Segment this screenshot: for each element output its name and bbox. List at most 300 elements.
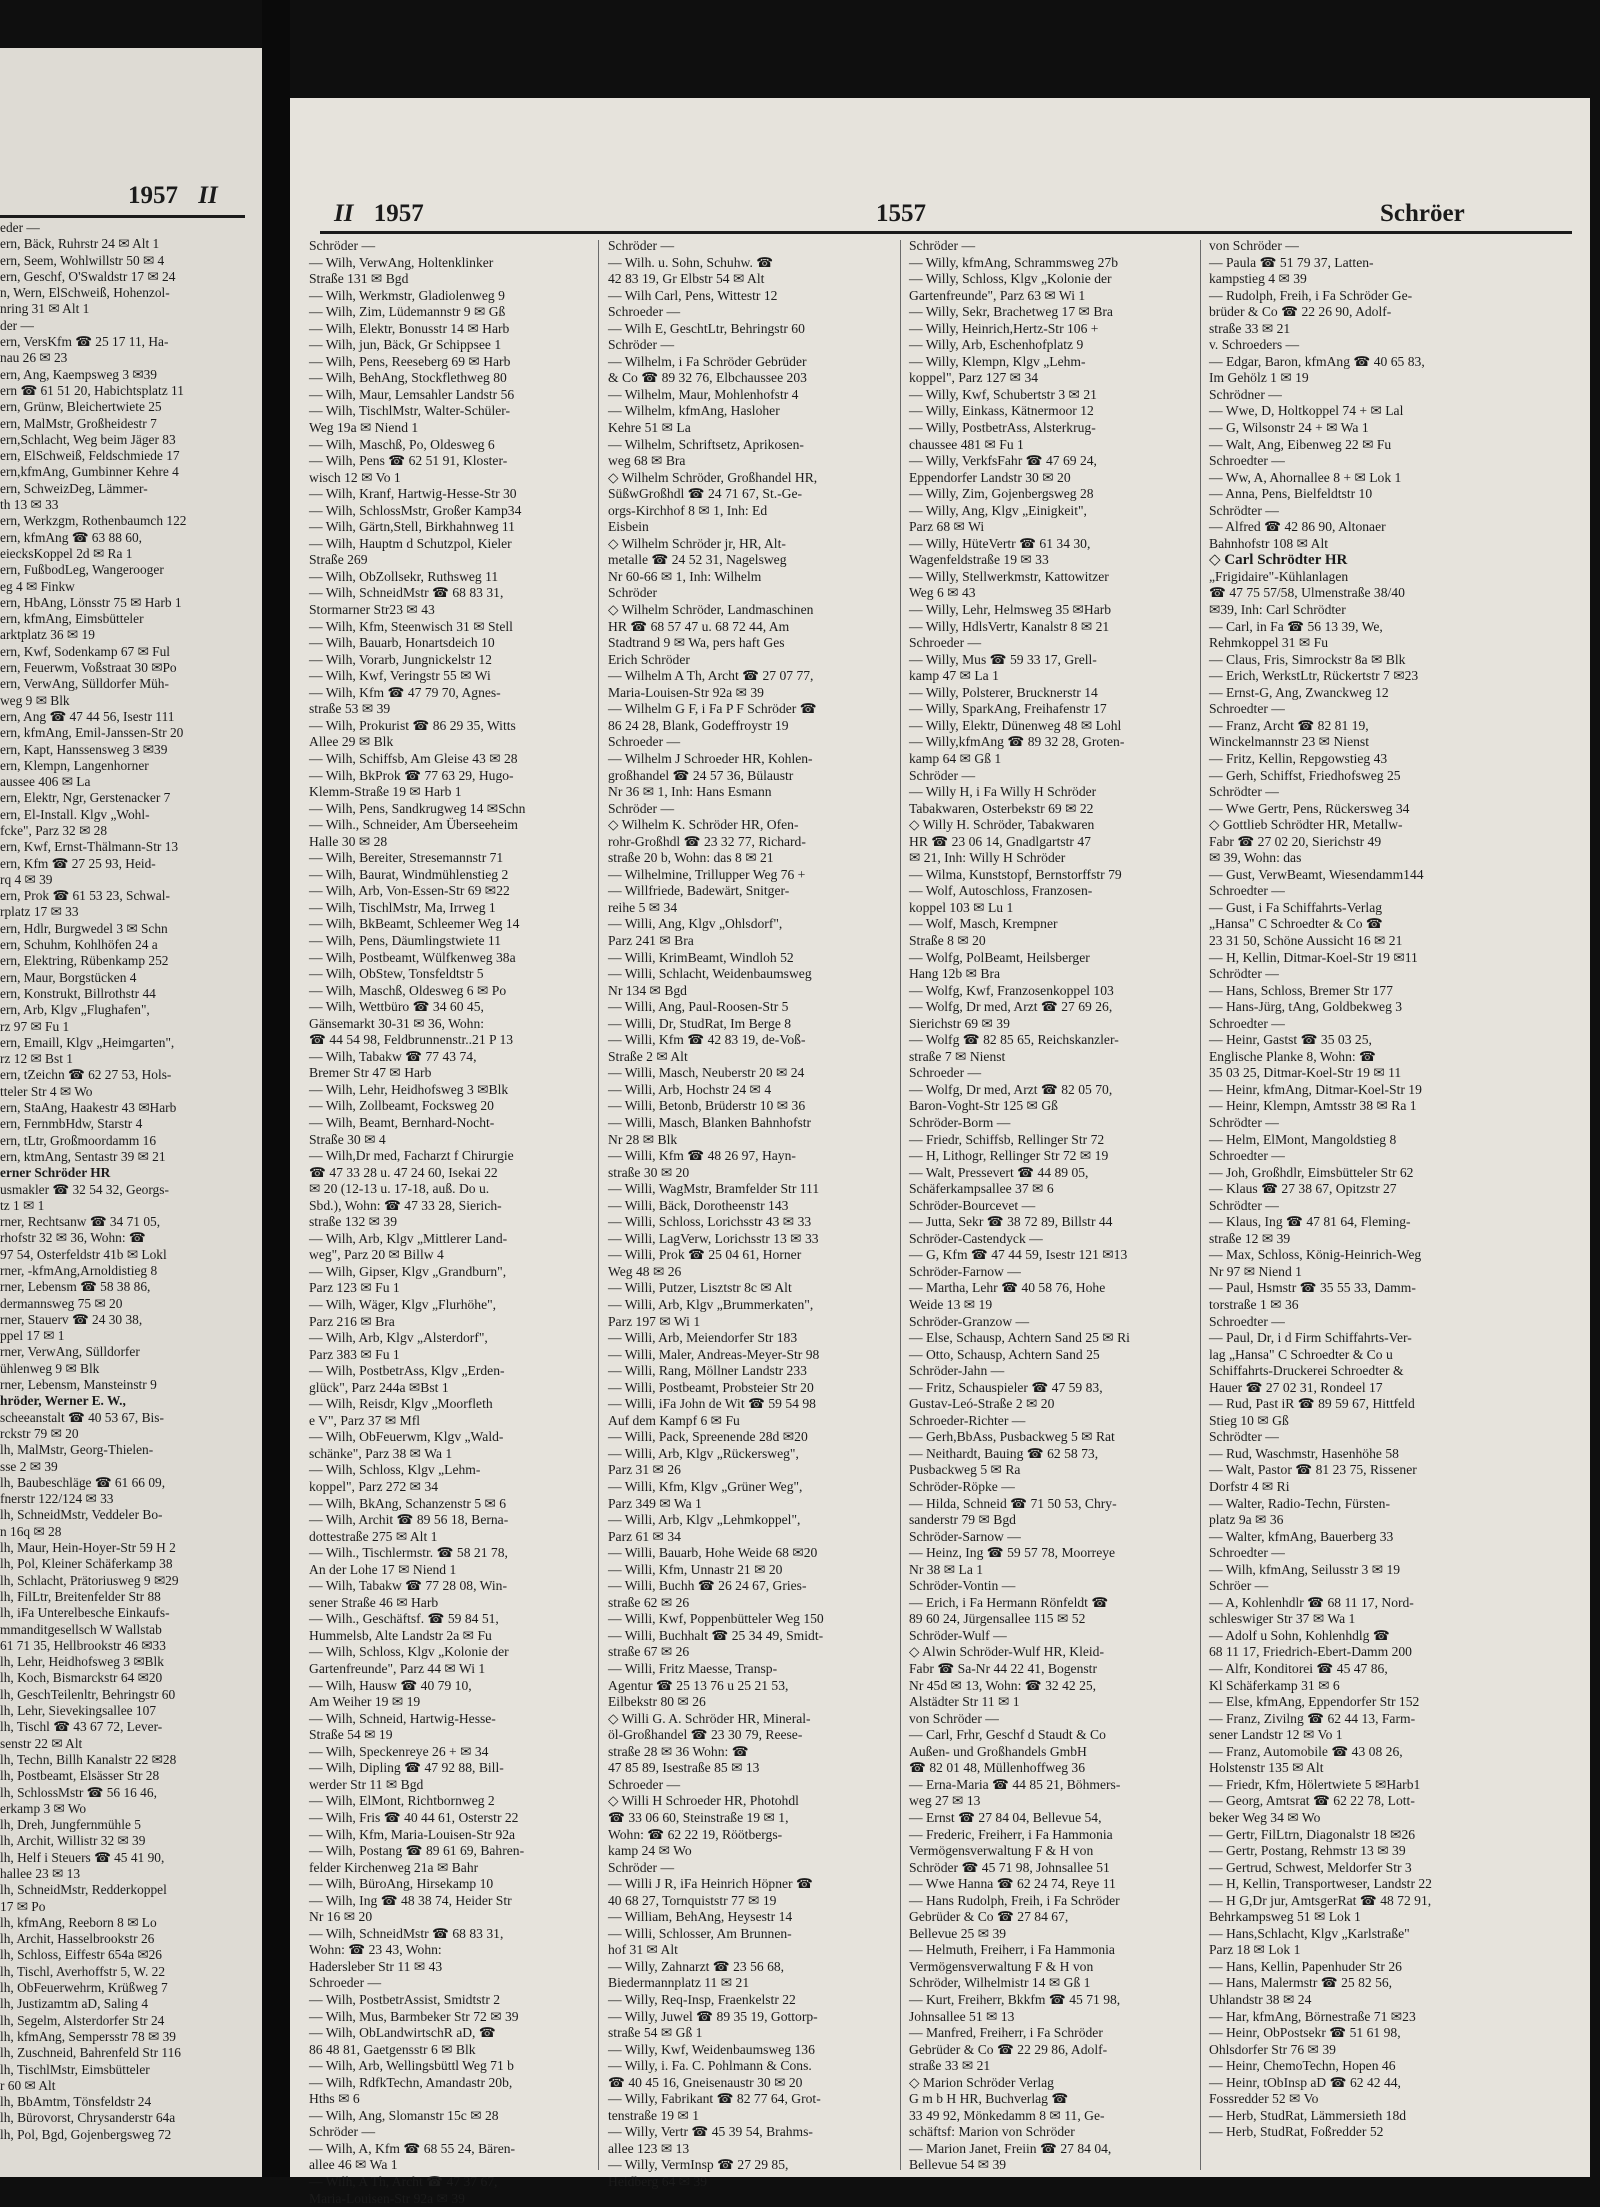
directory-entry: ern, HbAng, Lönsstr 75 ✉ Harb 1: [0, 594, 182, 610]
directory-entry: — Wilh, Bereiter, Stresemannstr 71: [309, 850, 504, 866]
directory-entry: straße 12 ✉ 39: [1209, 1230, 1291, 1246]
directory-entry: — Joh, Großhdlr, Eimsbütteler Str 62: [1209, 1164, 1414, 1180]
directory-entry: — Wilh, Reisdr, Klgv „Moorfleth: [309, 1396, 493, 1412]
directory-entry: Schroeder —: [608, 734, 681, 750]
directory-entry: ern, Kwf, Sodenkamp 67 ✉ Ful: [0, 643, 171, 659]
directory-entry: ern, Geschf, O'Swaldstr 17 ✉ 24: [0, 268, 176, 284]
directory-entry: 68 11 17, Friedrich-Ebert-Damm 200: [1209, 1644, 1412, 1660]
directory-entry: ✉39, Inh: Carl Schrödter: [1209, 602, 1346, 618]
directory-entry: — Willi, Arb, Klgv „Brummerkaten",: [608, 1297, 814, 1312]
directory-entry: Stieg 10 ✉ Gß: [1209, 1412, 1289, 1428]
directory-entry: — Wilh, BkBeamt, Schleemer Weg 14: [309, 916, 520, 932]
directory-entry: — Anna, Pens, Bielfeldtstr 10: [1209, 486, 1373, 502]
directory-entry: Am Weiher 19 ✉ 19: [309, 1694, 421, 1710]
directory-entry: Fossredder 52 ✉ Vo: [1209, 2091, 1319, 2107]
directory-entry: — Wilh, Dipling ☎ 47 92 88, Bill-: [309, 1760, 504, 1776]
directory-entry: Schroeder —: [608, 1776, 681, 1792]
directory-entry: — Willi, Schloss, Lorichsstr 43 ✉ 33: [608, 1214, 812, 1230]
directory-entry: — Wilh, Schloss, Klgv „Lehm-: [309, 1462, 481, 1478]
directory-entry: erner Schröder HR: [0, 1165, 111, 1181]
directory-entry: ern, tZeichn ☎ 62 27 53, Hols-: [0, 1067, 172, 1083]
directory-entry: — Willi, Prok ☎ 25 04 61, Horner: [608, 1247, 802, 1263]
directory-entry: großhandel ☎ 24 57 36, Bülaustr: [608, 767, 794, 783]
directory-entry: — Otto, Schausp, Achtern Sand 25: [909, 1346, 1100, 1362]
directory-entry: ern, kfmAng, Eimsbütteler: [0, 611, 144, 627]
directory-entry: ◇ Willi G. A. Schröder HR, Mineral-: [608, 1710, 811, 1726]
directory-entry: — Wilh, PostbetrAss, Klgv „Erden-: [309, 1363, 505, 1379]
directory-entry: — Hans, Malermstr ☎ 25 82 56,: [1209, 1975, 1393, 1991]
directory-entry: — Hilda, Schneid ☎ 71 50 53, Chry-: [909, 1495, 1117, 1511]
directory-entry: — Har, kfmAng, Börnestraße 71 ✉23: [1209, 2008, 1416, 2024]
directory-entry: 35 03 25, Ditmar-Koel-Str 19 ✉ 11: [1209, 1065, 1402, 1081]
directory-entry: rner, Lebensm ☎ 58 38 86,: [0, 1279, 151, 1295]
directory-entry: felder Kirchenweg 21a ✉ Bahr: [309, 1859, 479, 1875]
column-divider: [900, 240, 901, 2170]
directory-entry: e V", Parz 37 ✉ Mfl: [309, 1412, 421, 1428]
directory-entry: Parz 197 ✉ Wi 1: [608, 1313, 701, 1329]
directory-entry: ern, ktmAng, Sentastr 39 ✉ 21: [0, 1148, 166, 1164]
directory-entry: hröder, Werner E. W.,: [0, 1393, 126, 1409]
directory-entry: Eppendorfer Landstr 30 ✉ 20: [909, 469, 1071, 485]
directory-entry: Hummelsb, Alte Landstr 2a ✉ Fu: [309, 1627, 492, 1643]
directory-entry: rz 12 ✉ Bst 1: [0, 1051, 73, 1067]
directory-entry: ern, ElSchweiß, Feldschmiede 17: [0, 448, 180, 464]
directory-entry: — Willy, Mus ☎ 59 33 17, Grell-: [909, 651, 1097, 667]
directory-entry: Weg 19a ✉ Niend 1: [309, 420, 419, 436]
directory-entry: lh, Schlacht, Prätoriusweg 9 ✉29: [0, 1572, 179, 1588]
directory-entry: — Willy, PostbetrAss, Alsterkrug-: [909, 420, 1096, 436]
directory-entry: — Wilh, A Th, Archt ☎ 47 37 67,: [309, 2173, 498, 2189]
directory-entry: — Manfred, Freiherr, i Fa Schröder: [909, 2025, 1103, 2041]
directory-entry: HR ☎ 68 57 47 u. 68 72 44, Am: [608, 618, 790, 634]
right-page-header: [334, 200, 424, 228]
directory-entry: 23 31 50, Schöne Aussicht 16 ✉ 21: [1209, 932, 1403, 948]
directory-entry: lag „Hansa" C Schroedter & Co u: [1209, 1346, 1393, 1362]
directory-entry: Bellevue 25 ✉ 39: [909, 1925, 1007, 1941]
directory-entry: Nr 60-66 ✉ 1, Inh: Wilhelm: [608, 568, 762, 584]
directory-entry: — Paul, Dr, i d Firm Schiffahrts-Ver-: [1209, 1330, 1412, 1346]
directory-entry: — Willi, Bauarb, Hohe Weide 68 ✉20: [608, 1545, 818, 1561]
directory-entry: Parz 349 ✉ Wa 1: [608, 1495, 702, 1511]
directory-entry: ✉ 21, Inh: Willy H Schröder: [909, 850, 1066, 866]
directory-entry: — Willy, Polsterer, Brucknerstr 14: [909, 684, 1098, 700]
directory-entry: lh, kfmAng, Reeborn 8 ✉ Lo: [0, 1914, 157, 1930]
directory-entry: lh, Lehr, Sievekingsallee 107: [0, 1703, 157, 1719]
directory-entry: — Herb, StudRat, Lämmersieth 18d: [1209, 2107, 1407, 2123]
directory-entry: Schroeder —: [909, 1065, 982, 1081]
directory-entry: — Willy, Sekr, Brachetweg 17 ✉ Bra: [909, 304, 1113, 320]
directory-entry: — Erna-Maria ☎ 44 85 21, Böhmers-: [909, 1776, 1121, 1792]
directory-entry: Schröder —: [608, 800, 675, 816]
directory-entry: — Willi, Pack, Spreenende 28d ✉20: [608, 1429, 808, 1445]
directory-entry: ern, StaAng, Haakestr 43 ✉Harb: [0, 1100, 177, 1116]
directory-entry: — Wilh, SchlossMstr, Großer Kamp34: [309, 502, 522, 518]
directory-entry: Schröder-Sarnow —: [909, 1528, 1021, 1544]
directory-entry: — Willi, Betonb, Brüderstr 10 ✉ 36: [608, 1098, 806, 1114]
directory-entry: — Wilh., Geschäftsf. ☎ 59 84 51,: [309, 1611, 499, 1627]
directory-entry: — Wilh, Schneid, Hartwig-Hesse-: [309, 1710, 496, 1726]
directory-entry: — Wilh, Prokurist ☎ 86 29 35, Witts: [309, 717, 516, 733]
directory-entry: — Wilh, Fris ☎ 40 44 61, Osterstr 22: [309, 1809, 519, 1825]
directory-entry: ern, Kapt, Hanssensweg 3 ✉39: [0, 741, 168, 757]
directory-entry: Parz 383 ✉ Fu 1: [309, 1346, 400, 1362]
directory-entry: — Wilh, Gipser, Klgv „Grandburn",: [309, 1263, 507, 1279]
directory-entry: ◇ Gottlieb Schrödter HR, Metallw-: [1209, 817, 1403, 833]
directory-entry: — Wilh, Pens, Reeseberg 69 ✉ Harb: [309, 353, 511, 369]
directory-entry: — H, Lithogr, Rellinger Str 72 ✉ 19: [909, 1148, 1109, 1164]
directory-entry: brüder & Co ☎ 22 26 90, Adolf-: [1209, 304, 1392, 320]
directory-entry: Straße 54 ✉ 19: [309, 1727, 393, 1743]
directory-entry: — Willy H, i Fa Willy H Schröder: [909, 784, 1097, 800]
directory-entry: n 16q ✉ 28: [0, 1523, 62, 1539]
directory-entry: lh, FilLtr, Breitenfelder Str 88: [0, 1588, 161, 1604]
directory-entry: Klemm-Straße 19 ✉ Harb 1: [309, 784, 462, 800]
directory-entry: ☎ 82 01 48, Müllenhoffweg 36: [909, 1760, 1086, 1776]
directory-entry: Schröder, Wilhelmistr 14 ✉ Gß 1: [909, 1975, 1091, 1991]
directory-entry: straße 33 ✉ 21: [1209, 320, 1291, 336]
directory-entry: Holstenstr 135 ✉ Alt: [1209, 1760, 1324, 1776]
directory-entry: — Wilhelm, Schriftsetz, Aprikosen-: [608, 436, 804, 452]
directory-entry: ☎ 47 33 28 u. 47 24 60, Isekai 22: [309, 1164, 498, 1180]
directory-entry: sener Straße 46 ✉ Harb: [309, 1594, 439, 1610]
directory-entry: 17 ✉ Po: [0, 1898, 46, 1914]
directory-entry: — A, Kohlenhdlr ☎ 68 11 17, Nord-: [1209, 1594, 1414, 1610]
directory-entry: Maria-Louisen-Str 92a ✉ 39: [608, 684, 764, 700]
directory-entry: — Willy,kfmAng ☎ 89 32 28, Groten-: [909, 734, 1125, 750]
directory-entry: Auf dem Kampf 6 ✉ Fu: [608, 1412, 740, 1428]
directory-entry: dermannsweg 75 ✉ 20: [0, 1295, 123, 1311]
directory-entry: — Erich, i Fa Hermann Rönfeldt ☎: [909, 1594, 1109, 1610]
directory-entry: — Wilh, Ing ☎ 48 38 74, Heider Str: [309, 1892, 512, 1908]
directory-entry: Schröder —: [909, 238, 976, 253]
directory-entry: — Wilh, Kfm, Maria-Louisen-Str 92a: [309, 1826, 516, 1842]
left-page-column: [0, 220, 258, 2175]
directory-entry: sanderstr 79 ✉ Bgd: [909, 1512, 1016, 1528]
directory-entry: Fabr ☎ 27 02 20, Sierichstr 49: [1209, 833, 1382, 849]
directory-entry: kamp 64 ✉ Gß 1: [909, 750, 1002, 766]
directory-entry: — Wolfg, Dr med, Arzt ☎ 27 69 26,: [909, 999, 1113, 1015]
directory-entry: — Heinr, Gastst ☎ 35 03 25,: [1209, 1032, 1372, 1048]
directory-entry: Pusbackweg 5 ✉ Ra: [909, 1462, 1021, 1478]
directory-entry: sener Landstr 12 ✉ Vo 1: [1209, 1727, 1343, 1743]
directory-entry: — Wilh, Arb, Wellingsbüttl Weg 71 b: [309, 2058, 514, 2074]
directory-entry: Schröder-Vontin —: [909, 1578, 1016, 1594]
directory-entry: Rehmkoppel 31 ✉ Fu: [1209, 635, 1329, 651]
directory-entry: — Willi, Buchhalt ☎ 25 34 49, Smidt-: [608, 1627, 824, 1643]
directory-entry: Straße 30 ✉ 4: [309, 1131, 386, 1147]
directory-entry: — Klaus, Ing ☎ 47 81 64, Fleming-: [1209, 1214, 1411, 1230]
directory-entry: schänke", Parz 38 ✉ Wa 1: [309, 1445, 453, 1461]
directory-entry: Schröder-Borm —: [909, 1114, 1011, 1130]
directory-entry: SüßwGroßhdl ☎ 24 71 67, St.-Ge-: [608, 486, 803, 502]
directory-entry: ern, SchweizDeg, Lämmer-: [0, 480, 148, 496]
right-header-roman: II: [334, 200, 354, 227]
directory-entry: ern, Bäck, Ruhrstr 24 ✉ Alt 1: [0, 236, 160, 252]
directory-entry: Schrödter —: [1209, 1197, 1279, 1213]
directory-entry: — Wilh, Zollbeamt, Focksweg 20: [309, 1098, 494, 1114]
directory-entry: — Willi, Rang, Möllner Landstr 233: [608, 1363, 807, 1379]
directory-entry: — Walt, Pastor ☎ 81 23 75, Rissener: [1209, 1462, 1417, 1478]
directory-entry: lh, TischlMstr, Eimsbütteler: [0, 2061, 150, 2077]
directory-entry: — Willi, Masch, Neuberstr 20 ✉ 24: [608, 1065, 805, 1081]
directory-entry: allee 46 ✉ Wa 1: [309, 2157, 398, 2173]
directory-entry: reihe 5 ✉ 34: [608, 899, 678, 915]
directory-entry: Bremer Str 47 ✉ Harb: [309, 1065, 432, 1081]
directory-entry: lh, iFa Unterelbesche Einkaufs-: [0, 1605, 170, 1621]
left-page-header: [128, 182, 218, 210]
directory-entry: — Willi, Buchh ☎ 26 24 67, Gries-: [608, 1578, 807, 1594]
directory-entry: — Willi, iFa John de Wit ☎ 59 54 98: [608, 1396, 816, 1412]
directory-entry: orgs-Kirchhof 8 ✉ 1, Inh: Ed: [608, 502, 768, 518]
directory-entry: Vermögensverwaltung F & H von: [909, 1958, 1094, 1974]
directory-entry: — Klaus ☎ 27 38 67, Opitzstr 27: [1209, 1181, 1397, 1197]
directory-entry: — Wilh, TischlMstr, Ma, Irrweg 1: [309, 899, 496, 915]
directory-entry: — Else, Schausp, Achtern Sand 25 ✉ Ri: [909, 1330, 1130, 1346]
directory-entry: straße 53 ✉ 39: [309, 701, 391, 717]
directory-entry: — Wilh. u. Sohn, Schuhw. ☎: [608, 254, 774, 270]
directory-entry: — Willfriede, Badewärt, Snitger-: [608, 883, 790, 899]
directory-entry: ern, Grünw, Bleichertwiete 25: [0, 399, 162, 415]
directory-entry: ern ☎ 61 51 20, Habichtsplatz 11: [0, 382, 184, 398]
directory-entry: lh, Tischl ☎ 43 67 72, Lever-: [0, 1719, 163, 1735]
directory-entry: lh, Tischl, Averhoffstr 5, W. 22: [0, 1963, 166, 1979]
directory-entry: Schroedter —: [1209, 1148, 1285, 1164]
directory-entry: Stormarner Str23 ✉ 43: [309, 602, 435, 618]
directory-entry: — Wilh, BkAng, Schanzenstr 5 ✉ 6: [309, 1495, 507, 1511]
directory-entry: Schroedter —: [1209, 1015, 1285, 1031]
directory-entry: Schröder-Jahn —: [909, 1363, 1005, 1379]
directory-entry: — H G,Dr jur, AmtsgerRat ☎ 48 72 91,: [1209, 1892, 1432, 1908]
directory-entry: — Gertrud, Schwest, Meldorfer Str 3: [1209, 1859, 1412, 1875]
directory-entry: ern, Klempn, Langenhorner: [0, 757, 149, 773]
directory-entry: Winckelmannstr 23 ✉ Nienst: [1209, 734, 1369, 750]
directory-entry: Schrödter —: [1209, 502, 1279, 518]
directory-entry: Schroedter —: [1209, 453, 1285, 469]
directory-entry: — Franz, Automobile ☎ 43 08 26,: [1209, 1743, 1403, 1759]
directory-entry: Straße 2 ✉ Alt: [608, 1048, 688, 1064]
directory-entry: — Wilh, Elektr, Bonusstr 14 ✉ Harb: [309, 320, 510, 336]
directory-entry: Vermögensverwaltung F & H von: [909, 1843, 1094, 1859]
directory-entry: rner, -kfmAng,Arnoldistieg 8: [0, 1263, 158, 1278]
directory-entry: — Willi, Postbeamt, Probsteier Str 20: [608, 1379, 814, 1395]
directory-entry: senstr 22 ✉ Alt: [0, 1735, 83, 1751]
directory-entry: — Wilh, Speckenreye 26 + ✉ 34: [309, 1743, 489, 1759]
directory-entry: — Wilhelm G F, i Fa P F Schröder ☎: [608, 701, 817, 717]
directory-entry: — Heinz, Ing ☎ 59 57 78, Moorreye: [909, 1545, 1116, 1561]
directory-entry: straße 33 ✉ 21: [909, 2058, 991, 2074]
directory-entry: — Willi, Kfm ☎ 42 83 19, de-Voß-: [608, 1032, 806, 1048]
directory-entry: ern,kfmAng, Gumbinner Kehre 4: [0, 464, 179, 480]
directory-entry: ◇ Wilhelm K. Schröder HR, Ofen-: [608, 817, 799, 833]
directory-entry: Schrödter —: [1209, 784, 1279, 800]
directory-entry: lh, Lehr, Heidhofsweg 3 ✉Blk: [0, 1654, 164, 1670]
directory-entry: — Gerh,BbAss, Pusbackweg 5 ✉ Rat: [909, 1429, 1115, 1445]
directory-entry: — Wilhelm, i Fa Schröder Gebrüder: [608, 353, 807, 369]
directory-entry: — Carl, in Fa ☎ 56 13 39, We,: [1209, 618, 1383, 634]
directory-entry: Uhlandstr 38 ✉ 24: [1209, 1991, 1312, 2007]
directory-entry: ☎ 47 75 57/58, Ulmenstraße 38/40: [1209, 585, 1405, 601]
directory-entry: Schrödter —: [1209, 966, 1279, 982]
directory-entry: ern, Elektring, Rübenkamp 252: [0, 953, 169, 969]
directory-entry: Außen- und Großhandels GmbH: [909, 1743, 1087, 1759]
directory-entry: — Wilh, Schloss, Klgv „Kolonie der: [309, 1644, 509, 1660]
directory-entry: Schröder —: [608, 1859, 675, 1875]
directory-entry: rner, Lebensm, Mansteinstr 9: [0, 1377, 157, 1393]
directory-entry: Schröder —: [309, 238, 376, 253]
directory-entry: ern, Ang, Kaempsweg 3 ✉39: [0, 366, 157, 382]
directory-entry: ern, FernmbHdw, Starstr 4: [0, 1116, 143, 1132]
directory-entry: — Wilh, ObLandwirtschR aD, ☎: [309, 2025, 496, 2041]
directory-entry: An der Lohe 17 ✉ Niend 1: [309, 1561, 457, 1577]
directory-entry: Nr 36 ✉ 1, Inh: Hans Esmann: [608, 784, 772, 800]
directory-entry: — Willi, Dr, StudRat, Im Berge 8: [608, 1015, 792, 1031]
directory-entry: Behrkampsweg 51 ✉ Lok 1: [1209, 1909, 1361, 1925]
directory-entry: — Willy, Ang, Klgv „Einigkeit",: [909, 502, 1087, 518]
directory-entry: — Willy, SparkAng, Freihafenstr 17: [909, 701, 1107, 717]
directory-entry: — Willy, VerkfsFahr ☎ 47 69 24,: [909, 453, 1097, 469]
directory-entry: — Wolfg, Kwf, Franzosenkoppel 103: [909, 982, 1114, 998]
directory-entry: — Willi, Ang, Klgv „Ohlsdorf",: [608, 916, 783, 932]
directory-entry: Kehre 51 ✉ La: [608, 420, 691, 436]
directory-entry: — Wwe Gertr, Pens, Rückersweg 34: [1209, 800, 1410, 816]
directory-entry: — Wilh, Pens, Däumlingstwiete 11: [309, 932, 502, 948]
directory-entry: lh, Pol, Bgd, Gojenbergsweg 72: [0, 2126, 172, 2142]
directory-entry: Weide 13 ✉ 19: [909, 1297, 993, 1312]
directory-entry: — Wolf, Masch, Krempner: [909, 916, 1058, 932]
directory-entry: koppel", Parz 272 ✉ 34: [309, 1479, 439, 1495]
directory-entry: Maria-Louisen-Str 92a ✉ 39: [309, 2190, 465, 2206]
directory-entry: — Wilh, ObFeuerwm, Klgv „Wald-: [309, 1429, 504, 1445]
directory-entry: 86 24 28, Blank, Godeffroystr 19: [608, 717, 789, 733]
directory-entry: — Willy, Vertr ☎ 45 39 54, Brahms-: [608, 2124, 813, 2140]
directory-entry: — H, Kellin, Transportweser, Landstr 22: [1209, 1876, 1432, 1892]
directory-entry: Dorfstr 4 ✉ Ri: [1209, 1479, 1290, 1495]
directory-entry: — Willi, Arb, Klgv „Rückersweg",: [608, 1445, 799, 1461]
directory-entry: Parz 68 ✉ Wi: [909, 519, 985, 535]
directory-entry: — Wilh, Bauarb, Honartsdeich 10: [309, 635, 495, 651]
directory-entry: — Willy, Kwf, Weidenbaumsweg 136: [608, 2041, 815, 2057]
directory-entry: ◇ Carl Schrödter HR: [1209, 552, 1348, 569]
directory-entry: Ohlsdorfer Str 76 ✉ 39: [1209, 2041, 1336, 2057]
directory-entry: — Alfred ☎ 42 86 90, Altonaer: [1209, 519, 1386, 535]
directory-entry: Kl Schäferkamp 31 ✉ 6: [1209, 1677, 1340, 1693]
directory-entry: schäftsf: Marion von Schröder: [909, 2124, 1075, 2140]
directory-entry: — Wolf, Autoschloss, Franzosen-: [909, 883, 1093, 899]
directory-entry: — Wilh, Tabakw ☎ 77 43 74,: [309, 1048, 477, 1064]
directory-entry: — Wilh, TischlMstr, Walter-Schüler-: [309, 403, 511, 419]
directory-entry: — Walter, Radio-Techn, Fürsten-: [1209, 1495, 1391, 1511]
directory-entry: — Wilh, Arb, Klgv „Mittlerer Land-: [309, 1230, 508, 1246]
directory-entry: n, Wern, ElSchweiß, Hohenzol-: [0, 285, 170, 301]
directory-entry: — Willy, i. Fa. C. Pohlmann & Cons.: [608, 2058, 812, 2074]
directory-entry: — Wilh E, GeschtLtr, Behringstr 60: [608, 320, 805, 336]
directory-entry: — Franz, Zivilng ☎ 62 44 13, Farm-: [1209, 1710, 1416, 1726]
directory-entry: — Willi, Fritz Maesse, Transp-: [608, 1661, 778, 1677]
directory-entry: Gartenfreunde", Parz 63 ✉ Wi 1: [909, 287, 1086, 303]
directory-entry: Nr 16 ✉ 20: [309, 1909, 373, 1925]
directory-entry: Schroedter —: [1209, 883, 1285, 899]
directory-entry: — Max, Schloss, König-Heinrich-Weg: [1209, 1247, 1422, 1263]
right-header-year: 1957: [373, 200, 424, 227]
directory-entry: straße 62 ✉ 26: [608, 1594, 690, 1610]
directory-entry: — Wilh, Postbeamt, Wülfkenweg 38a: [309, 949, 516, 965]
directory-entry: ern,Schlacht, Weg beim Jäger 83: [0, 431, 176, 447]
directory-entry: werder Str 11 ✉ Bgd: [309, 1776, 424, 1792]
directory-entry: Gustav-Leó-Straße 2 ✉ 20: [909, 1396, 1055, 1412]
directory-entry: von Schröder —: [1209, 238, 1299, 253]
directory-entry: lh, Koch, Bismarckstr 64 ✉20: [0, 1670, 163, 1686]
directory-entry: Eilbekstr 80 ✉ 26: [608, 1694, 706, 1710]
directory-entry: Wagenfeldstraße 19 ✉ 33: [909, 552, 1049, 568]
directory-entry: lh, kfmAng, Sempersstr 78 ✉ 39: [0, 2028, 176, 2044]
directory-entry: — G, Kfm ☎ 47 44 59, Isestr 121 ✉13: [909, 1247, 1128, 1263]
directory-entry: Sierichstr 69 ✉ 39: [909, 1015, 1010, 1031]
directory-entry: — Wilh, Mus, Barmbeker Str 72 ✉ 39: [309, 2008, 519, 2024]
directory-entry: — Willi, LagVerw, Lorichsstr 13 ✉ 33: [608, 1230, 819, 1246]
directory-entry: — Wilh, Maschß, Oldesweg 6 ✉ Po: [309, 982, 507, 998]
directory-entry: Parz 61 ✉ 34: [608, 1528, 681, 1544]
directory-entry: — Willy, Elektr, Dünenweg 48 ✉ Lohl: [909, 717, 1122, 733]
directory-entry: Gebrüder & Co ☎ 22 29 86, Adolf-: [909, 2041, 1108, 2057]
directory-entry: Eisbein: [608, 519, 649, 535]
column-divider: [1200, 240, 1201, 2170]
directory-entry: — Willi, WagMstr, Bramfelder Str 111: [608, 1181, 820, 1197]
directory-entry: — Wilh, Arb, Klgv „Alsterdorf",: [309, 1330, 488, 1346]
directory-entry: — Gertr, FilLtrn, Diagonalstr 18 ✉26: [1209, 1826, 1416, 1842]
directory-entry: — Wilh, BüroAng, Hirsekamp 10: [309, 1876, 494, 1892]
directory-entry: ern, Ang ☎ 47 44 56, Isestr 111: [0, 708, 175, 724]
directory-entry: — Wilh, SchneidMstr ☎ 68 83 31,: [309, 1925, 504, 1941]
directory-entry: ern, VersKfm ☎ 25 17 11, Ha-: [0, 334, 169, 350]
directory-entry: — Willi, Putzer, Lisztstr 8c ✉ Alt: [608, 1280, 792, 1296]
directory-entry: Schröder ☎ 45 71 98, Johnsallee 51: [909, 1859, 1110, 1875]
right-page: [290, 98, 1590, 2206]
directory-entry: Baron-Voght-Str 125 ✉ Gß: [909, 1098, 1058, 1114]
directory-entry: — Gust, i Fa Schiffahrts-Verlag: [1209, 899, 1383, 915]
directory-entry: weg 68 ✉ Bra: [608, 453, 686, 469]
directory-entry: ern, Kwf, Ernst-Thälmann-Str 13: [0, 839, 179, 855]
left-page: [0, 48, 262, 2177]
directory-entry: — Gust, VerwBeamt, Wiesendamm144: [1209, 866, 1424, 882]
directory-entry: „Hansa" C Schroedter & Co ☎: [1209, 916, 1383, 932]
directory-entry: lh, Helf i Steuers ☎ 45 41 90,: [0, 1849, 165, 1865]
directory-entry: Schroeder —: [608, 304, 681, 320]
directory-entry: Gänsemarkt 30-31 ✉ 36, Wohn:: [309, 1015, 485, 1031]
directory-entry: — Fritz, Kellin, Repgowstieg 43: [1209, 750, 1388, 766]
directory-entry: aussee 406 ✉ La: [0, 774, 91, 790]
directory-entry: — Wilh, Wettbüro ☎ 34 60 45,: [309, 999, 484, 1015]
directory-entry: ern, Arb, Klgv „Flughafen",: [0, 1002, 150, 1018]
directory-entry: lh, Zuschneid, Bahrenfeld Str 116: [0, 2045, 181, 2061]
directory-entry: — Wilh, BkProk ☎ 77 63 29, Hugo-: [309, 767, 514, 783]
directory-entry: straße 20 b, Wohn: das 8 ✉ 21: [608, 850, 774, 866]
directory-entry: — Willi J R, iFa Heinrich Höpner ☎: [608, 1876, 813, 1892]
directory-entry: von Schröder —: [909, 1710, 999, 1726]
book-gutter: [262, 0, 290, 2177]
directory-entry: — Wilh, PostbetrAssist, Smidtstr 2: [309, 1991, 501, 2007]
directory-entry: allee 123 ✉ 13: [608, 2140, 690, 2156]
directory-entry: — Hans-Jürg, tAng, Goldbekweg 3: [1209, 999, 1403, 1015]
directory-entry: — Willi, KrimBeamt, Windloh 52: [608, 949, 794, 965]
directory-entry: lh, Maur, Hein-Hoyer-Str 59 H 2: [0, 1540, 176, 1556]
directory-entry: 47 85 89, Isestraße 85 ✉ 13: [608, 1760, 760, 1776]
directory-entry: — Helmuth, Freiherr, i Fa Hammonia: [909, 1942, 1115, 1958]
directory-entry: — Wilh, Arb, Von-Essen-Str 69 ✉22: [309, 883, 510, 899]
directory-entry: Straße 131 ✉ Bgd: [309, 271, 409, 287]
directory-entry: koppel", Parz 127 ✉ 34: [909, 370, 1039, 386]
directory-entry: — Martha, Lehr ☎ 40 58 76, Hohe: [909, 1280, 1106, 1296]
directory-entry: rohr-Großhdl ☎ 23 32 77, Richard-: [608, 833, 806, 849]
